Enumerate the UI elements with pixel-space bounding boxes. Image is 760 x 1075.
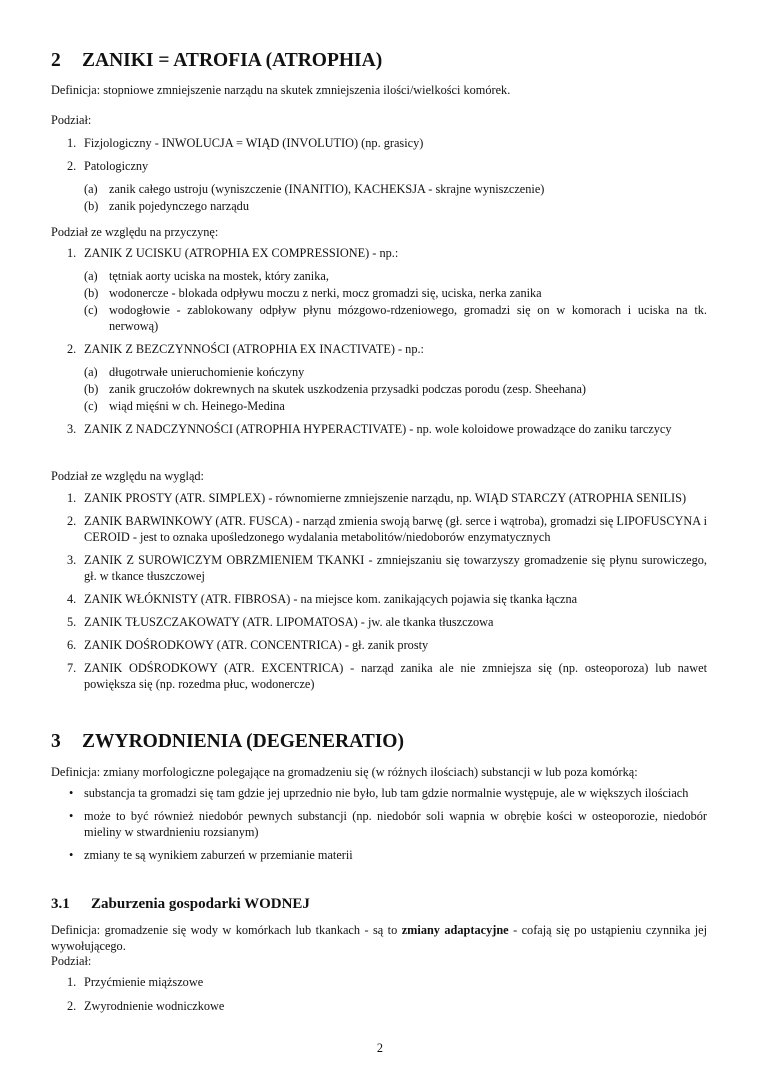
list-item-text: ZANIK Z NADCZYNNOŚCI (ATROPHIA HYPERACTIVATE) - np. wole koloidowe prowadzące do zaniku tarczycy <box>84 422 672 436</box>
bullet-marker: • <box>69 848 74 862</box>
list-marker: 2. <box>67 159 77 173</box>
section-3-number: 3 <box>51 731 61 752</box>
list-item-text: wodonercze - blokada odpływu moczu z nerki, mocz gromadzi się, uciska, nerka zanika <box>109 286 542 300</box>
list-item-text: ZANIK PROSTY (ATR. SIMPLEX) - równomierne zmniejszenie narządu, np. WIĄD STARCZY (ATROPHIA SENILIS) <box>84 491 687 505</box>
list-marker: (a) <box>84 365 98 379</box>
section-2-title: ZANIKI = ATROFIA (ATROPHIA) <box>82 50 383 71</box>
list-marker: (b) <box>84 286 99 300</box>
list-item <box>51 421 707 437</box>
list-item-text: Fizjologiczny - INWOLUCJA = WIĄD (INVOLUTIO) (np. grasicy) <box>84 136 424 150</box>
cause-classification-list <box>51 245 707 437</box>
list-item-text: ZANIK Z BEZCZYNNOŚCI (ATROPHIA EX INACTIVATE) - np.: <box>84 342 424 356</box>
sub-list-item <box>84 198 707 214</box>
list-item <box>51 135 707 151</box>
list-marker: 5. <box>67 615 77 629</box>
section-2-definition: Definicja: stopniowe zmniejszenie narządu na skutek zmniejszenia ilości/wielkości komórek. <box>51 83 511 97</box>
sub-list-item <box>84 302 707 334</box>
section-3-heading <box>51 730 707 754</box>
list-marker: 4. <box>67 592 77 606</box>
definition-text-end: - cofają się po ustąpieniu czynnika jej wywołującego. <box>51 923 708 953</box>
list-item <box>51 341 707 414</box>
list-marker: 3. <box>67 422 77 436</box>
bullet-text: zmiany te są wynikiem zaburzeń w przemianie materii <box>84 848 353 862</box>
list-marker: (b) <box>84 199 99 213</box>
appearance-classification-list <box>51 490 707 692</box>
bullet-text: substancja ta gromadzi się tam gdzie jej uprzednio nie było, lub tam gdzie normalnie występuje, ale w większych ilościach <box>84 786 689 800</box>
appearance-classification-label: Podział ze względu na wygląd: <box>51 469 204 483</box>
list-item-text: Przyćmienie miąższowe <box>84 975 204 989</box>
list-item-text: długotrwałe unieruchomienie kończyny <box>109 365 305 379</box>
list-item <box>51 998 707 1014</box>
list-marker: 6. <box>67 638 77 652</box>
bullet-marker: • <box>69 786 74 800</box>
subsection-3-1-definition <box>51 922 707 954</box>
list-item <box>51 637 707 653</box>
subsection-3-1-title: Zaburzenia gospodarki WODNEJ <box>91 896 310 912</box>
sub-list-item <box>84 181 707 197</box>
list-item-text: ZANIK TŁUSZCZAKOWATY (ATR. LIPOMATOSA) - jw. ale tkanka tłuszczowa <box>84 615 494 629</box>
list-item-text: tętniak aorty uciska na mostek, który zanika, <box>109 269 329 283</box>
classification-label: Podział: <box>51 113 92 127</box>
sub-list <box>84 181 707 214</box>
bullet-marker: • <box>69 809 74 823</box>
list-item-text: wiąd mięśni w ch. Heinego-Medina <box>109 399 285 413</box>
list-marker: (b) <box>84 382 99 396</box>
list-marker: 2. <box>67 999 77 1013</box>
list-marker: 1. <box>67 975 77 989</box>
list-item <box>51 660 707 692</box>
list-item-text: ZANIK Z UCISKU (ATROPHIA EX COMPRESSIONE) - np.: <box>84 246 399 260</box>
list-marker: 1. <box>67 246 77 260</box>
list-item-text: Zwyrodnienie wodniczkowe <box>84 999 225 1013</box>
list-item <box>51 158 707 214</box>
list-item-text: zanik pojedynczego narządu <box>109 199 249 213</box>
section-3-bullets <box>51 785 707 863</box>
sub-list <box>84 268 707 334</box>
list-item <box>51 513 707 545</box>
list-item-text: Patologiczny <box>84 159 149 173</box>
subsection-3-1-number: 3.1 <box>51 896 70 912</box>
bullet-item <box>51 785 707 801</box>
list-marker: 1. <box>67 136 77 150</box>
bullet-text: może to być również niedobór pewnych substancji (np. niedobór soli wapnia w obrębie kości w osteoporozie, niedobór mieliny w stwardnieniu rozsianym) <box>84 809 707 839</box>
cause-classification-label: Podział ze względu na przyczynę: <box>51 225 219 239</box>
list-marker: (c) <box>84 303 98 317</box>
page-number: 2 <box>376 1041 384 1055</box>
list-item-text: zanik całego ustroju (wyniszczenie (INANITIO), KACHEKSJA - skrajne wyniszczenie) <box>109 182 545 196</box>
sub-list-item <box>84 398 707 414</box>
list-item-text: ZANIK BARWINKOWY (ATR. FUSCA) - narząd zmienia swoją barwę (gł. serce i wątroba), gromadzi się LIPOFUSCYNA i CEROID - jest to oznaka upośledzonego wydalania metabolitów/niedoborów enzymatycznych <box>84 514 707 544</box>
list-item-text: ZANIK Z SUROWICZYM OBRZMIENIEM TKANKI - zmniejszaniu się towarzyszy gromadzenie się płynu surowiczego, gł. w tkance tłuszczowej <box>84 553 707 583</box>
list-item <box>51 974 707 990</box>
list-marker: 3. <box>67 553 77 567</box>
definition-emphasis: zmiany adaptacyjne <box>401 923 509 937</box>
list-item-text: wodogłowie - zablokowany odpływ płynu mózgowo-rdzeniowego, gromadzi się on w komorach i uciska na tk. nerwową) <box>109 303 707 333</box>
subsection-3-1-list <box>51 974 707 1014</box>
sub-list-item <box>84 381 707 397</box>
list-marker: 2. <box>67 514 77 528</box>
list-item <box>51 245 707 334</box>
list-marker: (a) <box>84 182 98 196</box>
section-3-definition: Definicja: zmiany morfologiczne polegające na gromadzeniu się (w różnych ilościach) substancji w lub poza komórką: <box>51 765 638 779</box>
sub-list <box>84 364 707 414</box>
list-marker: (a) <box>84 269 98 283</box>
list-item-text: zanik gruczołów dokrewnych na skutek uszkodzenia przysadki podczas porodu (zesp. Sheehana) <box>109 382 587 396</box>
definition-text-start: Definicja: gromadzenie się wody w komórkach lub tkankach - są to <box>51 923 402 937</box>
section-3-title: ZWYRODNIENIA (DEGENERATIO) <box>82 731 404 752</box>
list-item <box>51 614 707 630</box>
bullet-item <box>51 847 707 863</box>
list-item-text: ZANIK DOŚRODKOWY (ATR. CONCENTRICA) - gł. zanik prosty <box>84 638 429 652</box>
subsection-3-1-heading <box>51 894 707 914</box>
list-item <box>51 591 707 607</box>
list-item <box>51 490 707 506</box>
subsection-3-1-classification-label: Podział: <box>51 954 92 968</box>
list-marker: 2. <box>67 342 77 356</box>
sub-list-item <box>84 285 707 301</box>
list-item-text: ZANIK ODŚRODKOWY (ATR. EXCENTRICA) - narząd zanika ale nie zmniejsza się (np. osteoporoza) lub nawet powiększa się (np. rozedma płuc, wodonercze) <box>84 661 707 691</box>
section-2-heading <box>51 49 707 73</box>
sub-list-item <box>84 364 707 380</box>
list-marker: 1. <box>67 491 77 505</box>
list-item <box>51 552 707 584</box>
list-item-text: ZANIK WŁÓKNISTY (ATR. FIBROSA) - na miejsce kom. zanikających pojawia się tkanka łączna <box>84 592 578 606</box>
section-2-number: 2 <box>51 50 61 71</box>
bullet-item <box>51 808 707 840</box>
sub-list-item <box>84 268 707 284</box>
list-marker: 7. <box>67 661 77 675</box>
list-marker: (c) <box>84 399 98 413</box>
classification-list <box>51 135 707 215</box>
